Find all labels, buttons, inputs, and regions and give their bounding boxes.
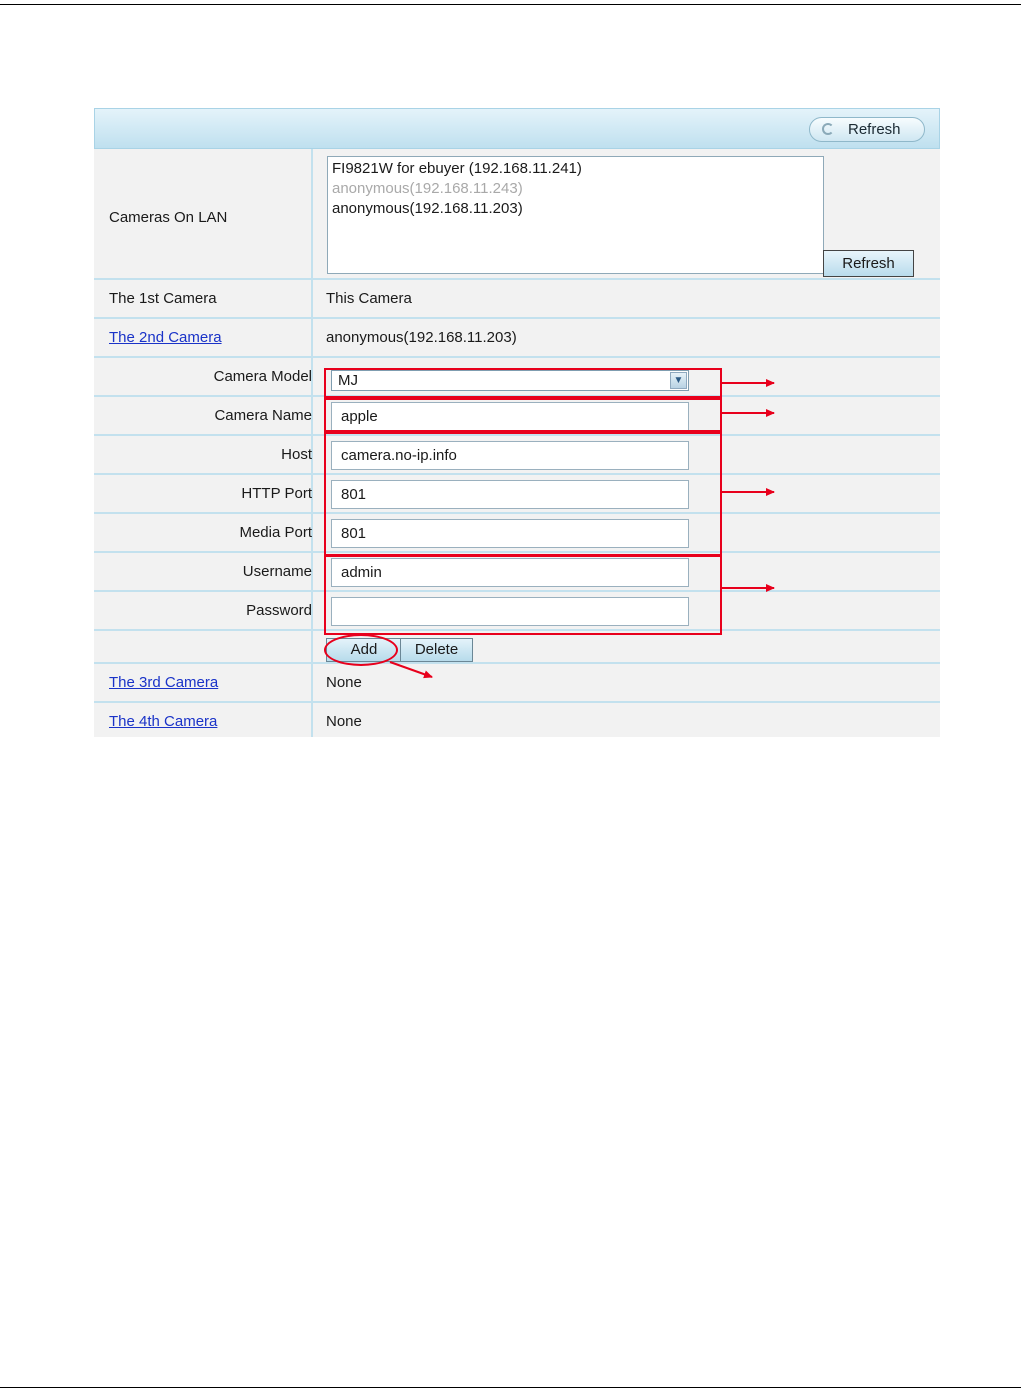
lan-refresh-button[interactable]: Refresh [823, 250, 914, 277]
host-label: Host [281, 446, 312, 463]
host-input[interactable]: camera.no-ip.info [331, 441, 689, 470]
annotation-box-camera-model [324, 368, 722, 398]
username-label: Username [242, 563, 312, 580]
chevron-down-icon[interactable]: ▼ [670, 372, 687, 389]
first-camera-value: This Camera [326, 290, 412, 307]
refresh-icon [822, 123, 834, 135]
lan-list-item[interactable]: FI9821W for ebuyer (192.168.11.241) [332, 160, 582, 177]
http-port-label: HTTP Port [241, 485, 312, 502]
lan-list-item[interactable]: anonymous(192.168.11.203) [332, 200, 523, 217]
add-button[interactable]: Add [326, 638, 402, 662]
row-actions [94, 631, 940, 664]
camera-name-input[interactable]: apple [331, 402, 689, 431]
username-input[interactable]: admin [331, 558, 689, 587]
camera-model-value: MJ [338, 372, 358, 389]
fourth-camera-value: None [326, 713, 362, 730]
camera-model-label: Camera Model [213, 368, 312, 385]
camera-name-label: Camera Name [214, 407, 312, 424]
media-port-input[interactable]: 801 [331, 519, 689, 548]
annotation-box-camera-name [324, 398, 722, 432]
annotation-box-connection [324, 432, 722, 556]
row-first-camera [94, 280, 940, 319]
second-camera-value: anonymous(192.168.11.203) [326, 329, 517, 346]
row-third-camera [94, 664, 940, 703]
lan-list-item[interactable]: anonymous(192.168.11.243) [332, 180, 523, 197]
second-camera-link[interactable]: The 2nd Camera [109, 329, 222, 346]
third-camera-link[interactable]: The 3rd Camera [109, 674, 219, 691]
lan-label: Cameras On LAN [109, 209, 228, 226]
row-fourth-camera [94, 703, 940, 737]
panel-header [94, 108, 940, 149]
annotation-box-credentials [324, 555, 722, 635]
password-label: Password [246, 602, 312, 619]
delete-button[interactable]: Delete [400, 638, 473, 662]
annotation-oval-add [324, 634, 398, 666]
http-port-input[interactable]: 801 [331, 480, 689, 509]
row-second-camera [94, 319, 940, 358]
media-port-label: Media Port [239, 524, 312, 541]
header-refresh-button[interactable] [809, 117, 925, 142]
third-camera-value: None [326, 674, 362, 691]
fourth-camera-link[interactable]: The 4th Camera [109, 713, 218, 730]
page-bottom-rule [0, 1387, 1021, 1388]
first-camera-label: The 1st Camera [109, 290, 217, 307]
page-top-rule [0, 4, 1021, 5]
lan-camera-list[interactable] [327, 156, 824, 274]
header-refresh-label: Refresh [848, 121, 901, 138]
